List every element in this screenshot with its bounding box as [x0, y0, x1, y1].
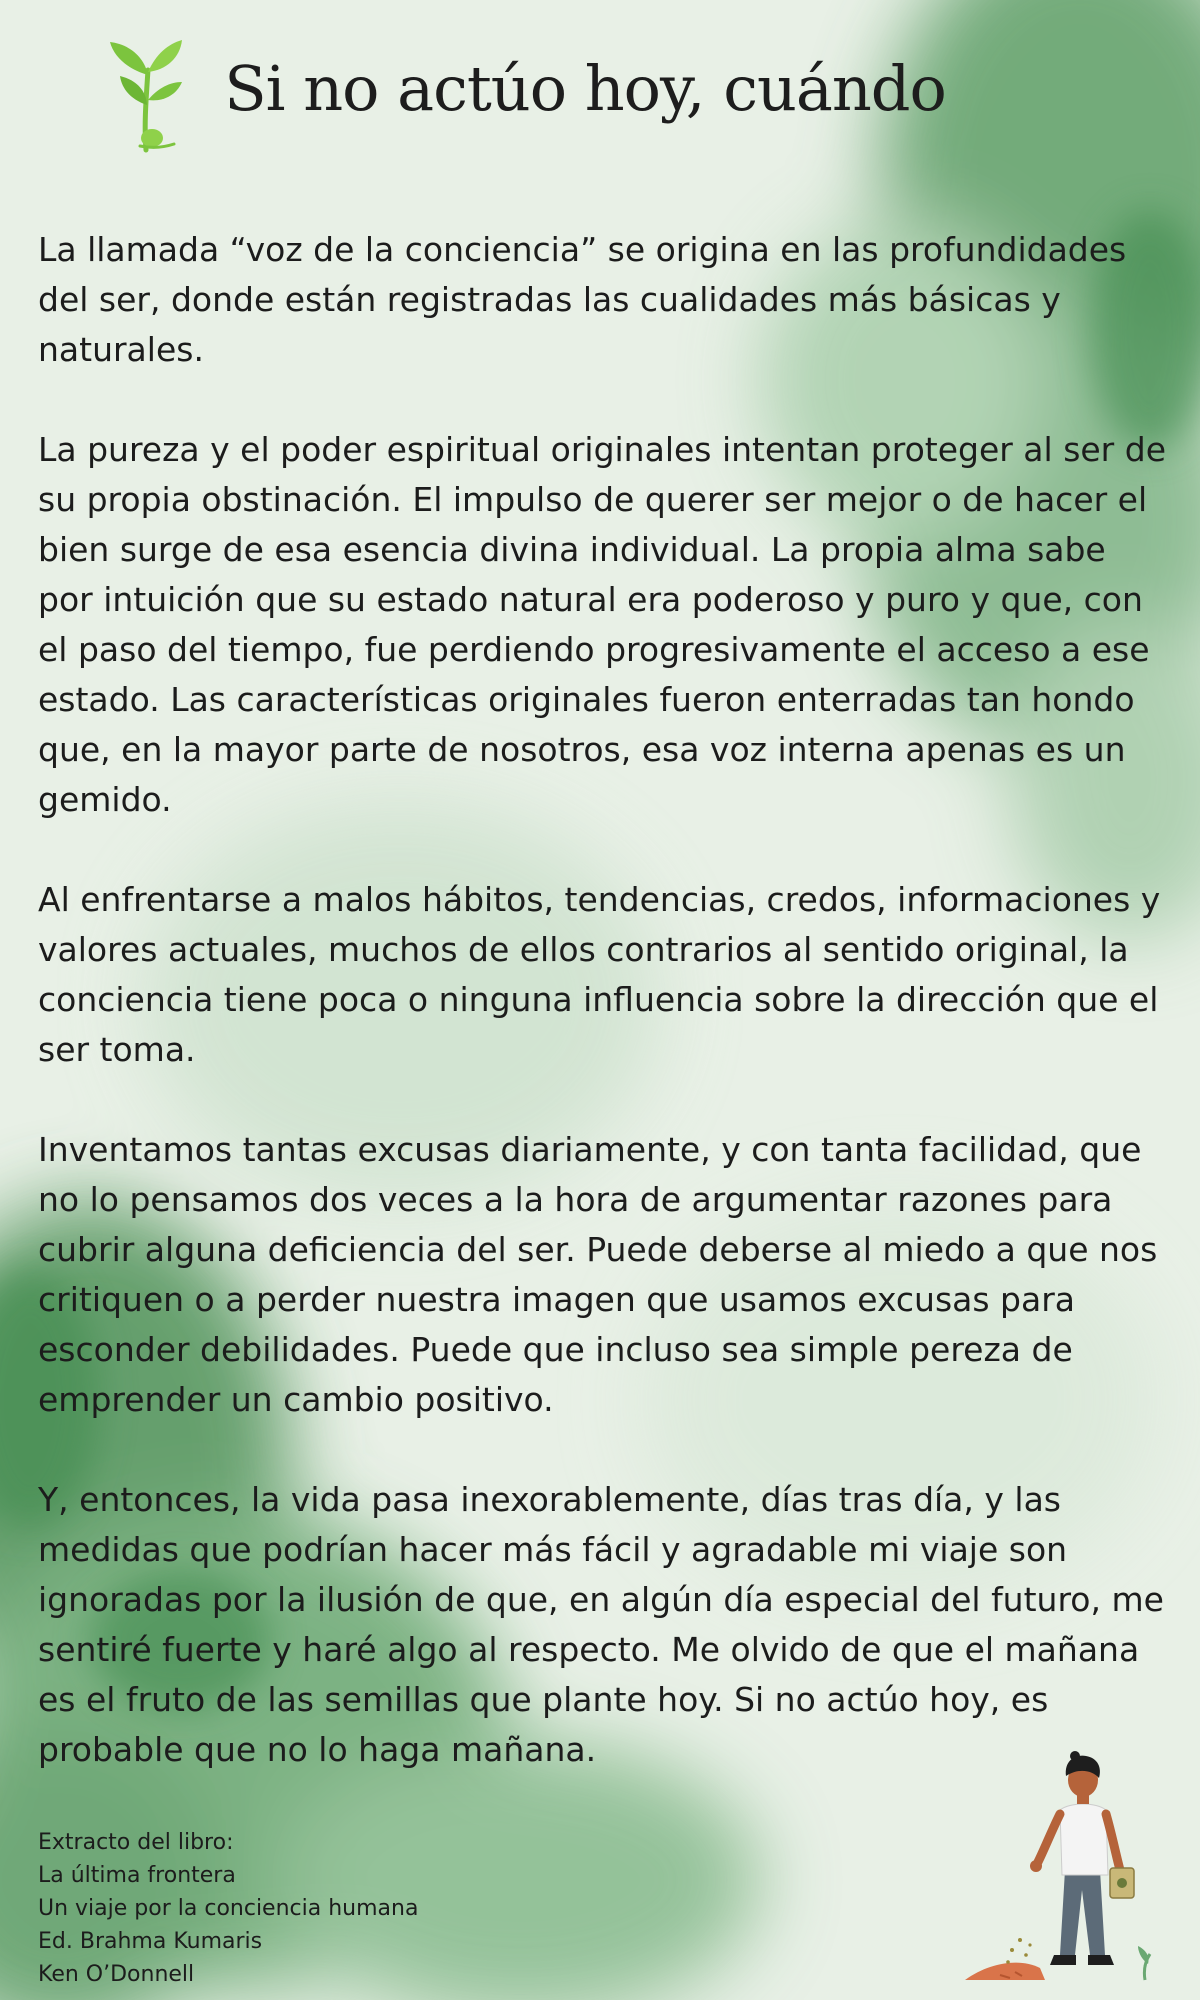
paragraph: Al enfrentarse a malos hábitos, tendencias, credos, informaciones y valores actuales, muchos de ellos contrarios al sentido original, la conciencia tiene poca o ninguna influencia sobre la dirección que el ser toma. [38, 880, 1161, 1069]
credit-line: Extracto del libro: [38, 1830, 234, 1855]
credit-line: Un viaje por la conciencia humana [38, 1896, 419, 1921]
credit-line: La última frontera [38, 1863, 236, 1888]
paragraph: Y, entonces, la vida pasa inexorablemente, días tras día, y las medidas que podrían hacer más fácil y agradable mi viaje son ignoradas por la ilusión de que, en algún día especial del futuro, me sentiré fuerte y haré algo al respecto. Me olvido de que el mañana es el fruto de las semillas que plante hoy. Si no actúo hoy, es probable que no lo haga mañana. [38, 1480, 1164, 1769]
paragraph: Inventamos tantas excusas diariamente, y con tanta facilidad, que no lo pensamos dos veces a la hora de argumentar razones para cubrir alguna deficiencia del ser. Puede deberse al miedo a que nos critiquen o a perder nuestra imagen que usamos excusas para esconder debilidades. Puede que incluso sea simple pereza de emprender un cambio positivo. [38, 1130, 1158, 1419]
credit-line: Ken O’Donnell [38, 1962, 195, 1987]
article-body [38, 225, 1168, 1825]
paragraph: La llamada “voz de la conciencia” se origina en las profundidades del ser, donde están registradas las cualidades más básicas y naturales. [38, 230, 1127, 369]
page-title: Si no actúo hoy, cuándo [224, 52, 946, 125]
book-credits [38, 1826, 418, 1991]
paragraph: La pureza y el poder espiritual originales intentan proteger al ser de su propia obstinación. El impulso de querer ser mejor o de hacer el bien surge de esa esencia divina individual. La propia alma sabe por intuición que su estado natural era poderoso y puro y que, con el paso del tiempo, fue perdiendo progresivamente el acceso a ese estado. Las características originales fueron enterradas tan hondo que, en la mayor parte de nosotros, esa voz interna apenas es un gemido. [38, 430, 1166, 819]
credit-line: Ed. Brahma Kumaris [38, 1929, 263, 1954]
